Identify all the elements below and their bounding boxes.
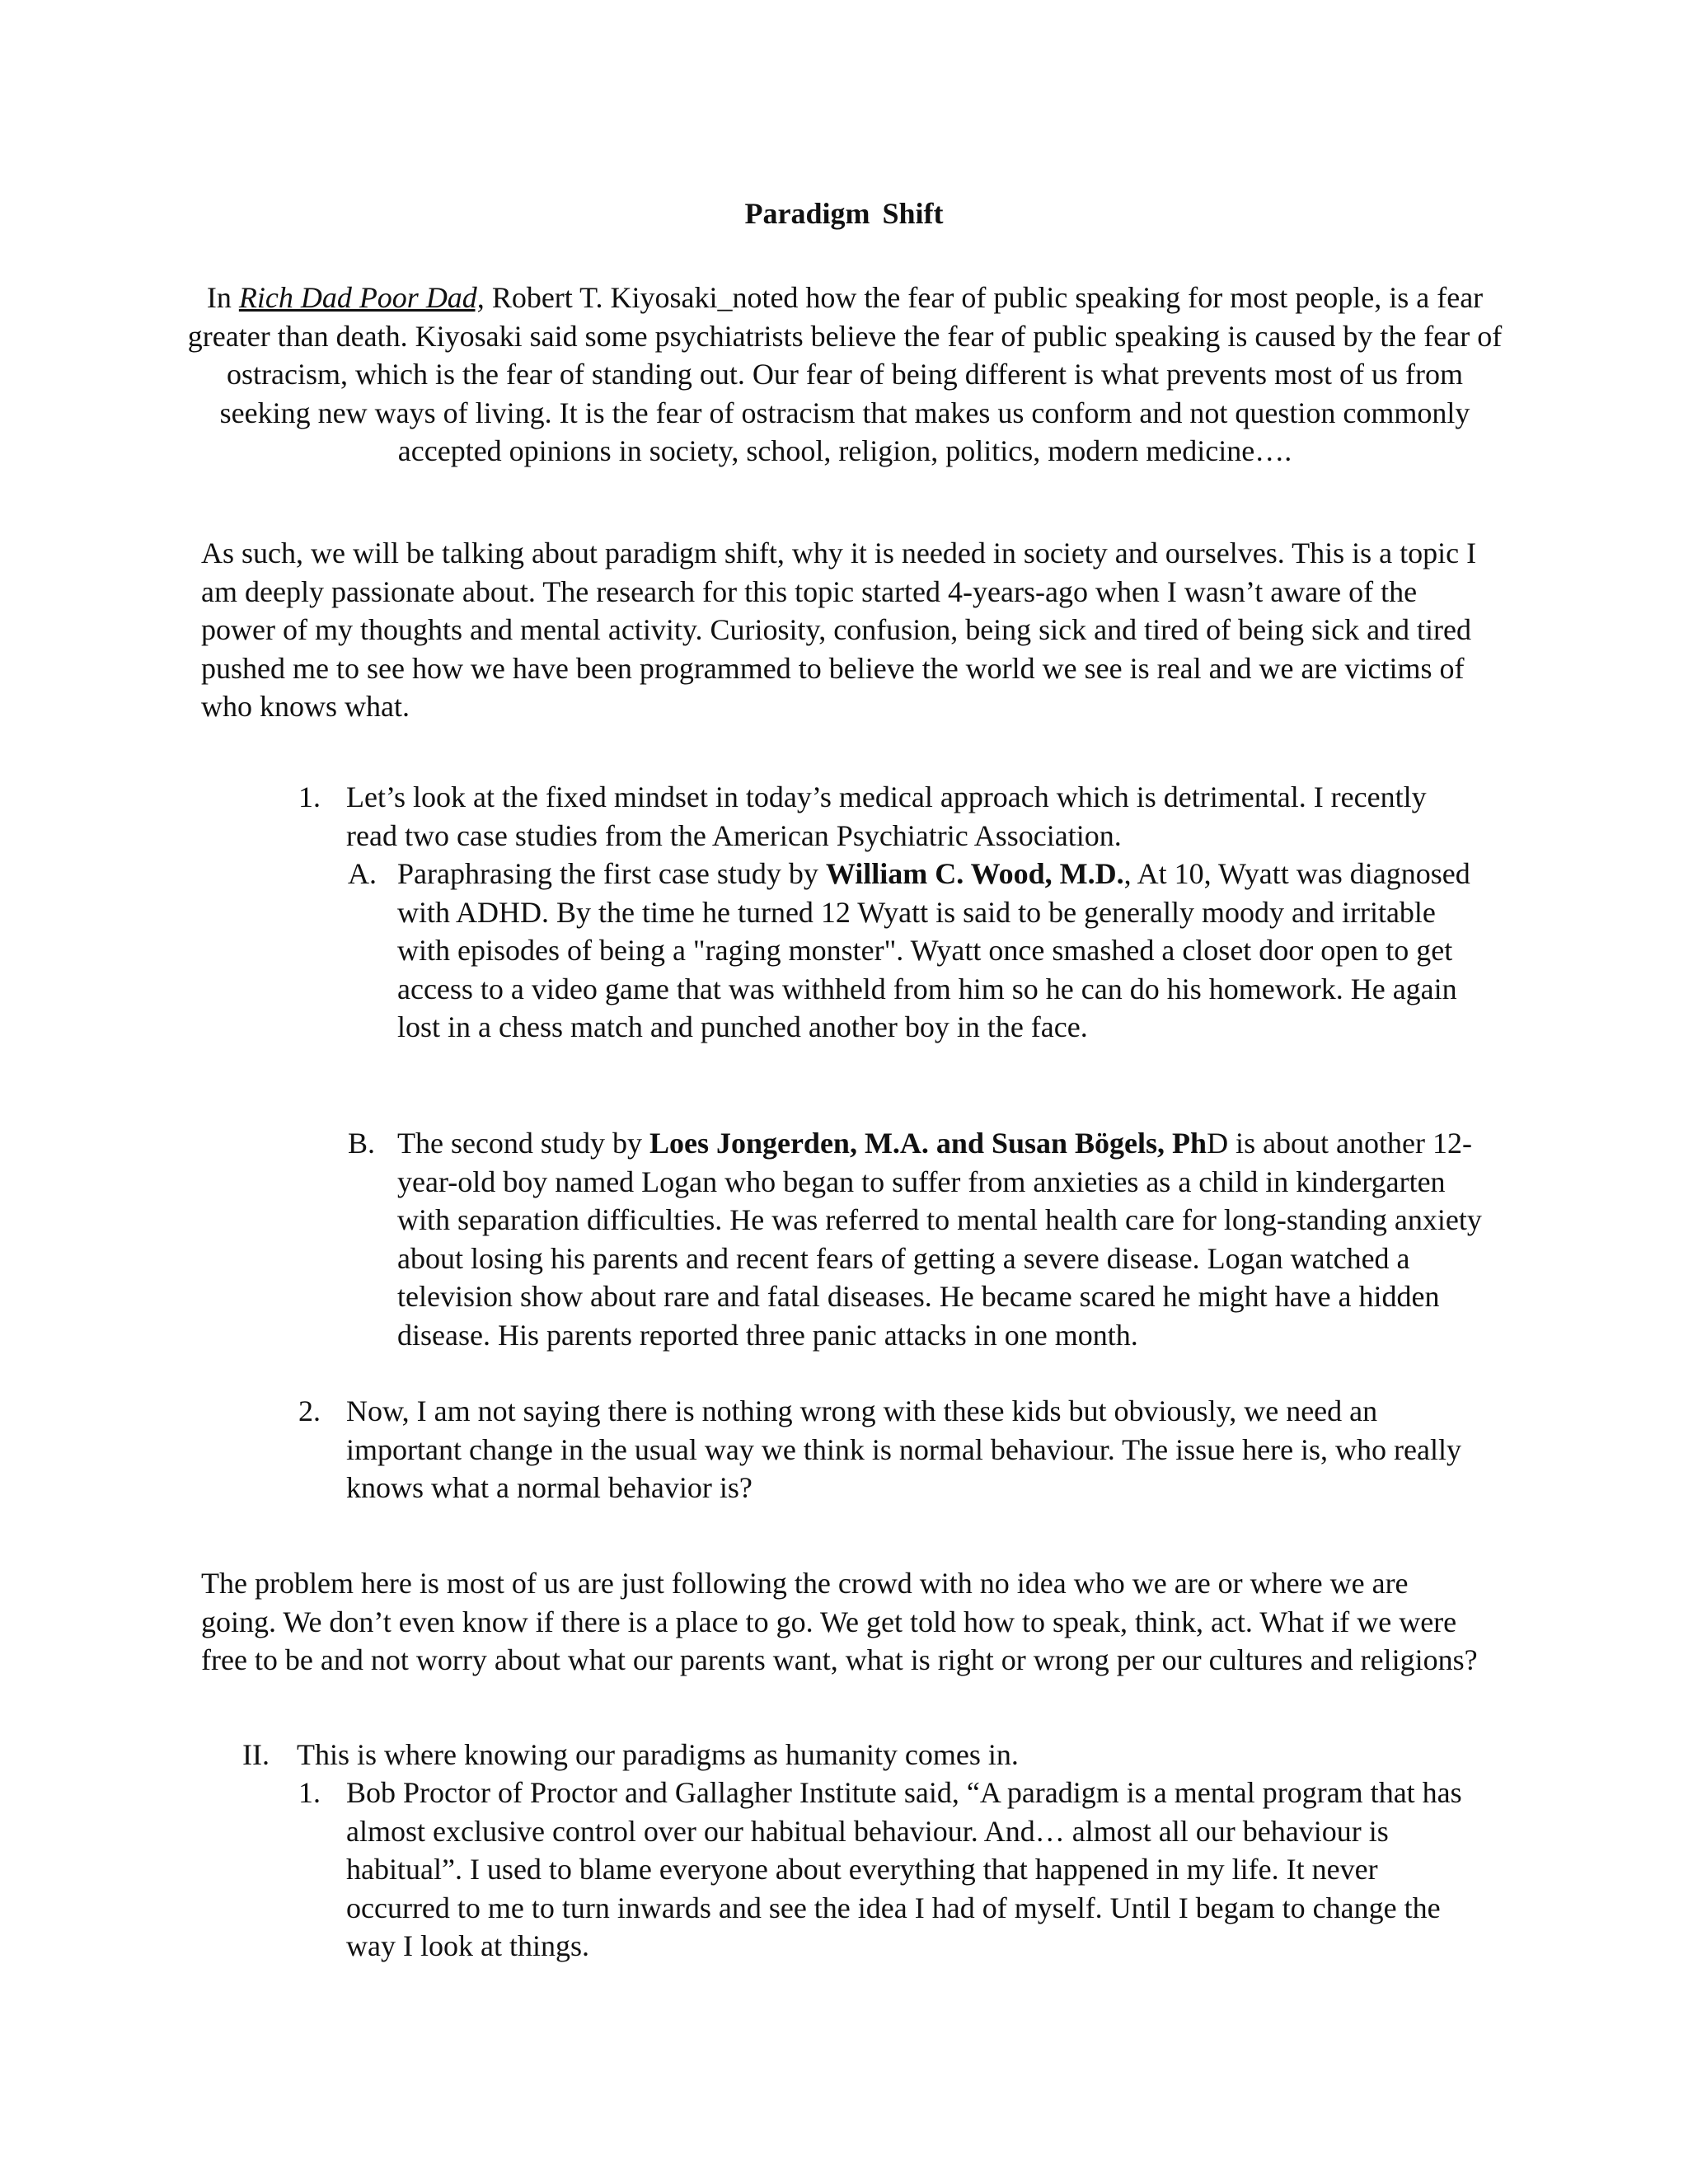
list-item-ii [242,1736,1484,1774]
case-study-author: Loes Jongerden, M.A. and Susan Bögels, Ph [649,1127,1207,1160]
list-marker: A. [348,857,377,890]
list-item-text: This is where knowing our paradigms as humanity comes in. [297,1738,1019,1771]
list-marker: 1. [298,780,321,813]
document-title: Paradigm Shift [744,197,944,230]
list-item-a [348,855,1485,1047]
body-paragraph-1: As such, we will be talking about paradigm shift, why it is needed in society and ourselves. This is a topic I am deeply passionate about. The research for this topic started 4-years-ago when I wasn’t aware of the power of my thoughts and mental activity. Curiosity, confusion, being sick and tired of being sick and tired pushed me to see how we have been programmed to believe the world we see is real and we are victims of who knows what. [201,537,1477,723]
list-item-ii-1 [298,1774,1484,1966]
case-study-text: , At 10, Wyatt was diagnosed with ADHD. By the time he turned 12 Wyatt is said to be generally moody and irritable with episodes of being a "raging monster". Wyatt once smashed a closet door open to get access to a video game that was withheld from him so he can do his homework. He again lost in a chess match and punched another boy in the face. [397,857,1470,1043]
case-study-text: D is about another 12-year-old boy named Logan who began to suffer from anxieties as a child in kindergarten with separation difficulties. He was referred to mental health care for long-standing anxiety about losing his parents and recent fears of getting a severe disease. Logan watched a television show about rare and fatal diseases. He became scared he might have a hidden disease. His parents reported three panic attacks in one month. [397,1127,1482,1352]
body-paragraph-2: The problem here is most of us are just following the crowd with no idea who we are or where we are going. We don’t even know if there is a place to go. We get told how to speak, think, act. What if we were free to be and not worry about what our parents want, what is right or wrong per our cultures and religions? [201,1567,1478,1676]
case-study-author: William C. Wood, M.D. [825,857,1124,890]
intro-lead: In [206,281,239,314]
case-study-lead: The second study by [397,1127,649,1160]
list-item-text [397,1124,1485,1354]
list-item-2 [298,1392,1484,1507]
list-item-text: Bob Proctor of Proctor and Gallagher Institute said, “A paradigm is a mental program that has almost exclusive control over our habitual behaviour. And… almost all our behaviour is habitual”. I used to blame everyone about everything that happened in my life. It never occurred to me to turn inwards and see the idea I had of myself. Until I begam to change the way I look at things. [346,1776,1462,1962]
list-marker: 2. [298,1394,321,1427]
list-item-text [397,855,1485,1047]
list-item-1 [298,778,1484,855]
intro-paragraph [181,279,1508,471]
book-title: Rich Dad Poor Dad, [238,281,485,314]
intro-text: Robert T. Kiyosaki_noted how the fear of public speaking for most people, is a fear greater than death. Kiyosaki said some psychiatrists believe the fear of public speaking is caused by the fear of ostracism, which is the fear of standing out. Our fear of being different is what prevents most of us from seeking new ways of living. It is the fear of ostracism that makes us conform and not question commonly accepted opinions in society, school, religion, politics, modern medicine…. [187,281,1503,467]
list-item-b [348,1124,1485,1354]
case-study-lead: Paraphrasing the first case study by [397,857,826,890]
list-marker: 1. [298,1776,321,1809]
list-marker: II. [242,1738,270,1771]
list-item-text: Now, I am not saying there is nothing wrong with these kids but obviously, we need an important change in the usual way we think is normal behaviour. The issue here is, who really knows what a normal behavior is? [346,1394,1462,1504]
list-item-text: Let’s look at the fixed mindset in today’s medical approach which is detrimental. I recently read two case studies from the American Psychiatric Association. [346,780,1427,852]
list-marker: B. [348,1127,376,1160]
